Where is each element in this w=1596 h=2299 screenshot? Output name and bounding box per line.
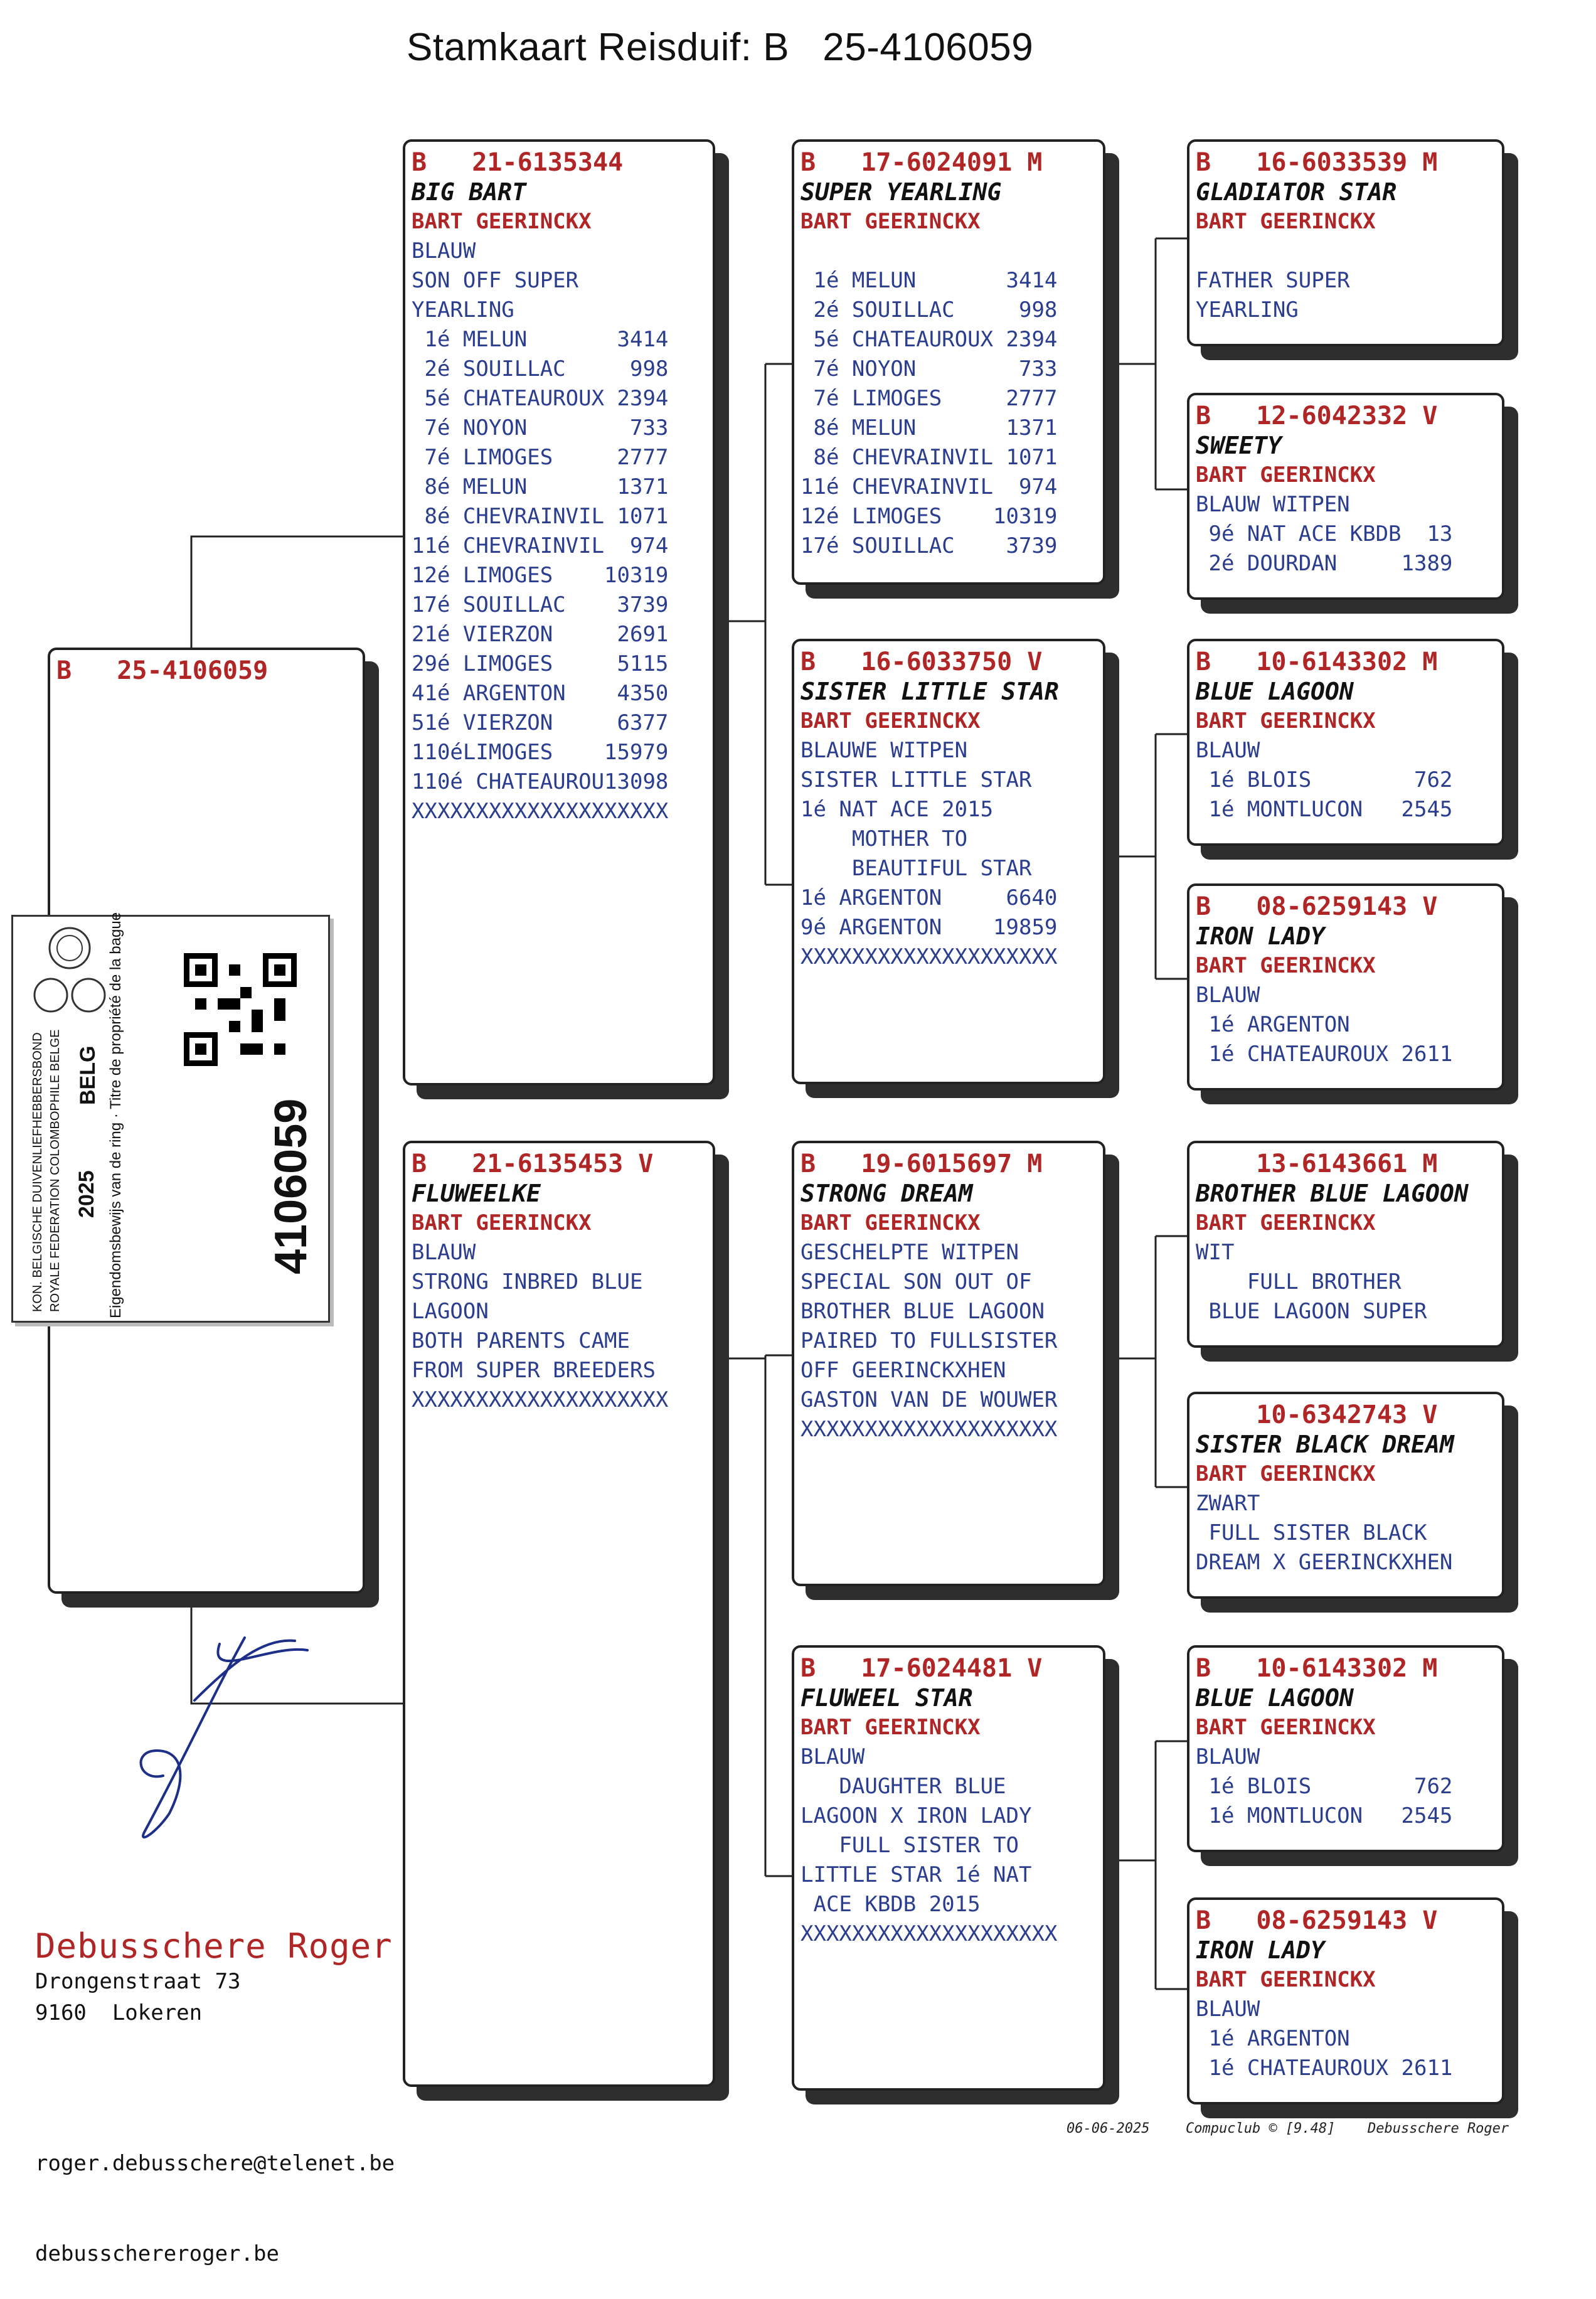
pedigree-line-info: 1é ARGENTON 6640	[801, 885, 1058, 910]
pedigree-line-info: ACE KBDB 2015	[801, 1892, 981, 1917]
pedigree-line-info: FATHER SUPER	[1196, 268, 1350, 293]
pedigree-line-info: BLAUW	[412, 1240, 476, 1265]
pedigree-line-breeder: BART GEERINCKX	[801, 708, 981, 733]
pedigree-line-info: 7é NOYON 733	[412, 415, 669, 440]
pedigree-line-ring: B 19-6015697 M	[801, 1150, 1043, 1178]
pedigree-line-info: SPECIAL SON OUT OF	[801, 1269, 1032, 1294]
paternal-granddam-card	[792, 639, 1105, 1084]
ring-number: 4106059	[266, 1098, 316, 1274]
pedigree-line-info: 21é VIERZON 2691	[412, 622, 669, 647]
pedigree-line-info: LAGOON X IRON LADY	[801, 1803, 1032, 1828]
pedigree-line-breeder: BART GEERINCKX	[801, 1715, 981, 1740]
pedigree-line-info: 110é CHATEAUROU13098	[412, 769, 669, 794]
owner-website: debusschereroger.be	[35, 2241, 279, 2266]
dam-card	[403, 1141, 715, 2087]
pedigree-line-info: BLAUWE WITPEN	[801, 738, 968, 763]
pedigree-line-info: 1é CHATEAUROUX 2611	[1196, 1042, 1453, 1067]
pedigree-line-ring: B 10-6143302 M	[1196, 648, 1438, 676]
federation-logo-icon	[32, 923, 107, 1023]
pedigree-line-ring: 13-6143661 M	[1196, 1150, 1438, 1178]
pedigree-line-breeder: BART GEERINCKX	[801, 209, 981, 234]
pedigree-line-info: 2é SOUILLAC 998	[412, 356, 669, 381]
pedigree-line-info: YEARLING	[1196, 297, 1299, 323]
pedigree-line-info: STRONG INBRED BLUE	[412, 1269, 643, 1294]
pedigree-line-info: 1é MELUN 3414	[801, 268, 1058, 293]
pedigree-line-info: BLAUW	[1196, 1997, 1260, 2022]
pedigree-line-breeder: BART GEERINCKX	[1196, 1715, 1376, 1740]
ring-country: BELG	[76, 1045, 100, 1105]
pedigree-line-info: DAUGHTER BLUE	[801, 1774, 1006, 1799]
pedigree-line-info: BLAUW WITPEN	[1196, 492, 1350, 517]
pedigree-line-name: GLADIATOR STAR	[1196, 178, 1397, 206]
pedigree-line-info: XXXXXXXXXXXXXXXXXXXX	[412, 799, 669, 824]
pedigree-line-breeder: BART GEERINCKX	[412, 1210, 592, 1235]
maternal-granddam-card	[792, 1645, 1105, 2091]
pedigree-line-info: 11é CHEVRAINVIL 974	[412, 533, 669, 558]
pedigree-line-name: IRON LADY	[1196, 1936, 1325, 1964]
pedigree-line-ring: B 08-6259143 V	[1196, 1906, 1438, 1935]
pedigree-line-info: BLAUW	[412, 238, 476, 264]
pedigree-line-info: 8é CHEVRAINVIL 1071	[801, 445, 1058, 470]
pedigree-line-name: FLUWEELKE	[412, 1180, 541, 1207]
pedigree-line-info: 17é SOUILLAC 3739	[412, 592, 669, 617]
ancestor-card-7	[1187, 1645, 1504, 1852]
maternal-grandsire-card	[792, 1141, 1105, 1586]
ancestor-card-2	[1187, 393, 1504, 600]
pedigree-line-ring: B 21-6135453 V	[412, 1150, 654, 1178]
pedigree-line-info: XXXXXXXXXXXXXXXXXXXX	[801, 1417, 1058, 1442]
pedigree-line-name: BLUE LAGOON	[1196, 678, 1354, 705]
pedigree-line-info: 1é ARGENTON	[1196, 1012, 1350, 1037]
pedigree-line-info: 12é LIMOGES 10319	[412, 563, 669, 588]
pedigree-line-info: DREAM X GEERINCKXHEN	[1196, 1550, 1453, 1575]
pedigree-line-info: 8é CHEVRAINVIL 1071	[412, 504, 669, 529]
pedigree-line-name: SISTER LITTLE STAR	[801, 678, 1059, 705]
pedigree-line-ring: B 10-6143302 M	[1196, 1654, 1438, 1683]
pedigree-line-info	[801, 237, 1098, 266]
footer-owner: Debusschere Roger	[1368, 2121, 1509, 2136]
pedigree-line-info: FULL SISTER TO	[801, 1833, 1019, 1858]
ancestor-card-5	[1187, 1141, 1504, 1348]
owner-email: roger.debusschere@telenet.be	[35, 2151, 395, 2176]
pedigree-line-info: 1é BLOIS 762	[1196, 1774, 1453, 1799]
pedigree-line-info: LAGOON	[412, 1299, 489, 1324]
pedigree-line-ring: B 21-6135344	[412, 148, 624, 177]
pedigree-line-info: 110éLIMOGES 15979	[412, 740, 669, 765]
pedigree-line-info: FULL SISTER BLACK	[1196, 1520, 1427, 1545]
pedigree-line-ring: B 12-6042332 V	[1196, 402, 1438, 430]
pedigree-line-breeder: BART GEERINCKX	[1196, 1210, 1376, 1235]
pedigree-line-info: 1é CHATEAUROUX 2611	[1196, 2056, 1453, 2081]
federation-name-fr: ROYALE FEDERATION COLOMBOPHILE BELGE	[48, 1029, 62, 1312]
pedigree-line-info: PAIRED TO FULLSISTER	[801, 1328, 1058, 1353]
subject-ring-number: B 25-4106059	[56, 656, 269, 685]
pedigree-line-info: 1é MELUN 3414	[412, 327, 669, 352]
pedigree-line-info: 29é LIMOGES 5115	[412, 651, 669, 676]
pedigree-line-breeder: BART GEERINCKX	[1196, 462, 1376, 488]
pedigree-line-info: FROM SUPER BREEDERS	[412, 1358, 656, 1383]
pedigree-line-info: 5é CHATEAUROUX 2394	[412, 386, 669, 411]
pedigree-line-breeder: BART GEERINCKX	[1196, 953, 1376, 978]
pedigree-line-breeder: BART GEERINCKX	[801, 1210, 981, 1235]
pedigree-line-info: 8é MELUN 1371	[801, 415, 1058, 440]
pedigree-line-info: BLAUW	[1196, 983, 1260, 1008]
pedigree-line-info: ZWART	[1196, 1491, 1260, 1516]
sire-card	[403, 139, 715, 1085]
owner-name: Debusschere Roger	[35, 1926, 393, 1966]
pedigree-line-info: 1é MONTLUCON 2545	[1196, 797, 1453, 822]
pedigree-line-info: 5é CHATEAUROUX 2394	[801, 327, 1058, 352]
pedigree-line-name: BIG BART	[412, 178, 527, 206]
pedigree-line-info: 1é BLOIS 762	[1196, 767, 1453, 792]
pedigree-line-info: 7é LIMOGES 2777	[412, 445, 669, 470]
pedigree-line-name: SISTER BLACK DREAM	[1196, 1431, 1454, 1458]
pedigree-line-name: SWEETY	[1196, 432, 1282, 459]
pedigree-line-breeder: BART GEERINCKX	[1196, 1461, 1376, 1486]
pedigree-line-info: FULL BROTHER	[1196, 1269, 1402, 1294]
ring-ownership-card	[11, 912, 330, 1323]
owner-address-block	[35, 1926, 393, 2029]
pedigree-line-info: BEAUTIFUL STAR	[801, 856, 1032, 881]
pedigree-line-info: BLUE LAGOON SUPER	[1196, 1299, 1427, 1324]
footer-software: Compuclub © [9.48]	[1186, 2121, 1336, 2136]
pedigree-line-info: MOTHER TO	[801, 826, 968, 851]
pedigree-line-info: XXXXXXXXXXXXXXXXXXXX	[412, 1387, 669, 1412]
ring-year: 2025	[75, 1170, 98, 1218]
pedigree-line-name: BROTHER BLUE LAGOON	[1196, 1180, 1469, 1207]
pedigree-line-info: XXXXXXXXXXXXXXXXXXXX	[801, 944, 1058, 969]
pedigree-line-ring: B 16-6033539 M	[1196, 148, 1438, 177]
pedigree-line-info: 1é ARGENTON	[1196, 2026, 1350, 2051]
footer-date: 06-06-2025	[1067, 2121, 1150, 2136]
pedigree-line-breeder: BART GEERINCKX	[1196, 708, 1376, 733]
pedigree-line-info: 9é ARGENTON 19859	[801, 915, 1058, 940]
pedigree-line-ring: B 17-6024091 M	[801, 148, 1043, 177]
pedigree-line-info: 7é NOYON 733	[801, 356, 1058, 381]
pedigree-line-info: 11é CHEVRAINVIL 974	[801, 474, 1058, 499]
pedigree-line-info: 7é LIMOGES 2777	[801, 386, 1058, 411]
pedigree-line-info: SON OFF SUPER	[412, 268, 579, 293]
pedigree-line-name: BLUE LAGOON	[1196, 1684, 1354, 1712]
pedigree-line-info: OFF GEERINCKXHEN	[801, 1358, 1006, 1383]
pedigree-line-info: WIT	[1196, 1240, 1235, 1265]
pedigree-line-info: 2é DOURDAN 1389	[1196, 551, 1453, 576]
pedigree-line-ring: B 08-6259143 V	[1196, 892, 1438, 921]
pedigree-line-info: 1é MONTLUCON 2545	[1196, 1803, 1453, 1828]
pedigree-line-ring: B 16-6033750 V	[801, 648, 1043, 676]
signature-icon	[119, 1625, 320, 1864]
pedigree-line-info: YEARLING	[412, 297, 514, 323]
pedigree-line-name: STRONG DREAM	[801, 1180, 973, 1207]
pedigree-line-breeder: BART GEERINCKX	[1196, 1967, 1376, 1992]
pedigree-line-info: SISTER LITTLE STAR	[801, 767, 1032, 792]
pedigree-line-info: 2é SOUILLAC 998	[801, 297, 1058, 323]
pedigree-line-info	[1196, 237, 1497, 266]
pedigree-line-breeder: BART GEERINCKX	[412, 209, 592, 234]
owner-contact	[35, 2088, 395, 2299]
page-title: Stamkaart Reisduif: B 25-4106059	[407, 26, 1034, 69]
pedigree-line-info: 41é ARGENTON 4350	[412, 681, 669, 706]
pedigree-line-info: BOTH PARENTS CAME	[412, 1328, 630, 1353]
federation-name-nl: KON. BELGISCHE DUIVENLIEFHEBBERSBOND	[31, 1032, 45, 1312]
ancestor-card-1	[1187, 139, 1504, 346]
ancestor-card-4	[1187, 883, 1504, 1091]
pedigree-line-info: BROTHER BLUE LAGOON	[801, 1299, 1045, 1324]
pedigree-line-breeder: BART GEERINCKX	[1196, 209, 1376, 234]
pedigree-line-name: IRON LADY	[1196, 922, 1325, 950]
ring-ownership-text: Eigendomsbewijs van de ring · Titre de propriété de la bague	[107, 912, 124, 1318]
ancestor-card-3	[1187, 639, 1504, 846]
pedigree-line-info: 12é LIMOGES 10319	[801, 504, 1058, 529]
pedigree-line-info: 8é MELUN 1371	[412, 474, 669, 499]
pedigree-line-info: BLAUW	[1196, 1744, 1260, 1769]
pedigree-line-ring: 10-6342743 V	[1196, 1400, 1438, 1429]
pedigree-line-info: GESCHELPTE WITPEN	[801, 1240, 1019, 1265]
pedigree-line-info: XXXXXXXXXXXXXXXXXXXX	[801, 1921, 1058, 1946]
ancestor-card-6	[1187, 1392, 1504, 1599]
pedigree-line-name: FLUWEEL STAR	[801, 1684, 973, 1712]
owner-city: 9160 Lokeren	[35, 2000, 203, 2025]
pedigree-line-info: 17é SOUILLAC 3739	[801, 533, 1058, 558]
pedigree-line-info: 51é VIERZON 6377	[412, 710, 669, 735]
pedigree-line-info: BLAUW	[801, 1744, 865, 1769]
pedigree-line-info: 9é NAT ACE KBDB 13	[1196, 521, 1453, 547]
owner-street: Drongenstraat 73	[35, 1969, 241, 1994]
qr-code-icon	[184, 953, 297, 1066]
pedigree-line-info: LITTLE STAR 1é NAT	[801, 1862, 1032, 1887]
pedigree-line-info: 1é NAT ACE 2015	[801, 797, 994, 822]
pedigree-line-info: BLAUW	[1196, 738, 1260, 763]
pedigree-line-name: SUPER YEARLING	[801, 178, 1002, 206]
pedigree-line-info: GASTON VAN DE WOUWER	[801, 1387, 1058, 1412]
pedigree-line-ring: B 17-6024481 V	[801, 1654, 1043, 1683]
paternal-grandsire-card	[792, 139, 1105, 585]
ancestor-card-8	[1187, 1897, 1504, 2104]
